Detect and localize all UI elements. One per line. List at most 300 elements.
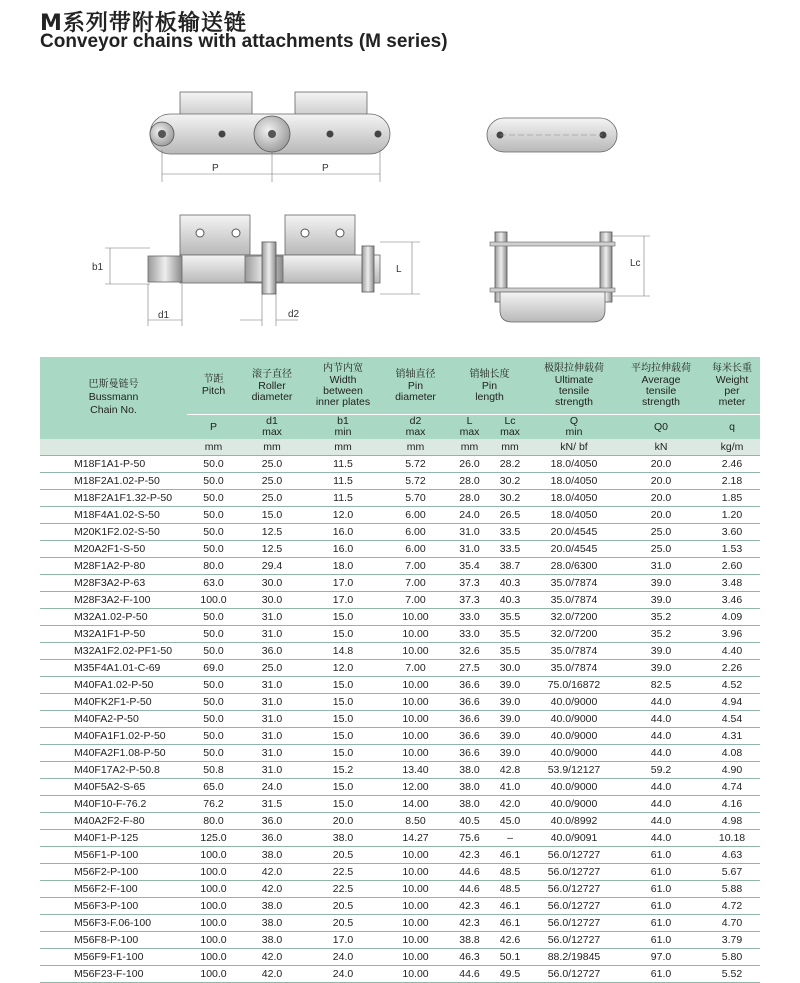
value-cell: 33.5: [490, 541, 530, 558]
value-cell: 14.8: [304, 643, 382, 660]
value-cell: 3.46: [704, 592, 760, 609]
header-symbol: d2: [409, 415, 422, 427]
value-cell: 40.5: [449, 813, 490, 830]
value-cell: 25.0: [618, 541, 704, 558]
value-cell: 20.5: [304, 898, 382, 915]
value-cell: 36.6: [449, 711, 490, 728]
table-row: [40, 694, 760, 711]
header-symbol-1: [240, 415, 304, 440]
value-cell: 48.5: [490, 864, 530, 881]
value-cell: 30.2: [490, 473, 530, 490]
value-cell: 5.80: [704, 949, 760, 966]
value-cell: 39.0: [618, 592, 704, 609]
value-cell: 39.0: [618, 643, 704, 660]
header-limit: min: [565, 426, 583, 438]
value-cell: 39.0: [618, 660, 704, 677]
value-cell: 10.00: [382, 711, 449, 728]
value-cell: 35.0/7874: [530, 660, 618, 677]
value-cell: 12.5: [240, 524, 304, 541]
header-col-cn: 销轴直径: [395, 368, 436, 380]
table-row: [40, 643, 760, 660]
value-cell: 5.88: [704, 881, 760, 898]
value-cell: 50.0: [187, 677, 240, 694]
header-symbol-2: [304, 415, 382, 440]
value-cell: 30.0: [240, 592, 304, 609]
value-cell: 40.0/9091: [530, 830, 618, 847]
page-title-cn: M系列带附板输送链: [40, 11, 247, 36]
value-cell: 44.0: [618, 694, 704, 711]
value-cell: 4.16: [704, 796, 760, 813]
value-cell: 31.0: [240, 728, 304, 745]
header-col-2: [304, 357, 382, 415]
value-cell: 35.5: [490, 626, 530, 643]
value-cell: 11.5: [304, 490, 382, 507]
value-cell: 3.79: [704, 932, 760, 949]
value-cell: 39.0: [490, 745, 530, 762]
value-cell: 40.0/9000: [530, 779, 618, 796]
value-cell: 4.98: [704, 813, 760, 830]
plan-view-drawing: [92, 215, 420, 326]
table-row: [40, 490, 760, 507]
value-cell: 100.0: [187, 966, 240, 983]
header-symbol: Q: [569, 415, 579, 427]
value-cell: 20.5: [304, 915, 382, 932]
value-cell: 15.0: [304, 711, 382, 728]
value-cell: 44.6: [449, 966, 490, 983]
chain-number-cell: M18F4A1.02-S-50: [40, 507, 187, 524]
chain-number-cell: M18F2A1.02-P-50: [40, 473, 187, 490]
attachment-view-drawing: [490, 232, 650, 322]
value-cell: 36.6: [449, 694, 490, 711]
value-cell: 15.0: [240, 507, 304, 524]
value-cell: 10.00: [382, 677, 449, 694]
value-cell: 7.00: [382, 575, 449, 592]
value-cell: 35.5: [490, 609, 530, 626]
value-cell: 82.5: [618, 677, 704, 694]
value-cell: 20.0: [618, 507, 704, 524]
chain-number-cell: M28F3A2-F-100: [40, 592, 187, 609]
units-cell: mm: [490, 439, 530, 456]
value-cell: 75.6: [449, 830, 490, 847]
value-cell: 56.0/12727: [530, 915, 618, 932]
value-cell: 20.5: [304, 847, 382, 864]
header-col-cn: 销轴长度: [469, 368, 510, 380]
header-col-5: [530, 357, 618, 415]
value-cell: 40.0/9000: [530, 745, 618, 762]
chain-number-cell: M40FK2F1-P-50: [40, 694, 187, 711]
value-cell: 44.0: [618, 779, 704, 796]
value-cell: 40.0/9000: [530, 728, 618, 745]
value-cell: 44.0: [618, 830, 704, 847]
value-cell: 31.0: [240, 745, 304, 762]
value-cell: 12.5: [240, 541, 304, 558]
value-cell: 38.0: [240, 915, 304, 932]
value-cell: 38.0: [240, 898, 304, 915]
d2-label: d2: [288, 309, 300, 320]
table-row: [40, 507, 760, 524]
value-cell: 42.0: [240, 881, 304, 898]
value-cell: 25.0: [240, 473, 304, 490]
value-cell: 1.53: [704, 541, 760, 558]
b1-label: b1: [92, 262, 104, 273]
value-cell: 44.6: [449, 881, 490, 898]
value-cell: 29.4: [240, 558, 304, 575]
value-cell: 14.00: [382, 796, 449, 813]
L-label: L: [396, 264, 402, 275]
chain-number-cell: M56F1-P-100: [40, 847, 187, 864]
table-row: [40, 966, 760, 983]
d1-label: d1: [158, 310, 170, 321]
value-cell: 56.0/12727: [530, 932, 618, 949]
units-cell-blank: [40, 439, 187, 456]
value-cell: 42.6: [490, 932, 530, 949]
chain-number-cell: M40F5A2-S-65: [40, 779, 187, 796]
header-col-en: Roller: [258, 379, 286, 392]
header-chain-no: [40, 357, 187, 439]
value-cell: 80.0: [187, 813, 240, 830]
value-cell: 36.0: [240, 813, 304, 830]
table-row: [40, 813, 760, 830]
value-cell: 1.85: [704, 490, 760, 507]
header-symbol: Lc: [504, 415, 516, 427]
pitch-label-2: P: [322, 163, 329, 174]
chain-number-cell: M40F17A2-P-50.8: [40, 762, 187, 779]
units-cell: mm: [449, 439, 490, 456]
value-cell: 50.0: [187, 490, 240, 507]
value-cell: 10.00: [382, 847, 449, 864]
value-cell: 15.0: [304, 626, 382, 643]
value-cell: 20.0/4545: [530, 524, 618, 541]
header-symbol-6: [618, 415, 704, 440]
table-row: [40, 626, 760, 643]
value-cell: 31.0: [240, 677, 304, 694]
units-cell: kg/m: [704, 439, 760, 456]
table-row: [40, 541, 760, 558]
header-col-cn: 每米长重: [712, 363, 752, 374]
value-cell: 61.0: [618, 881, 704, 898]
value-cell: 42.0: [240, 949, 304, 966]
value-cell: 36.6: [449, 677, 490, 694]
value-cell: 20.0/4545: [530, 541, 618, 558]
value-cell: 45.0: [490, 813, 530, 830]
value-cell: 4.52: [704, 677, 760, 694]
value-cell: 24.0: [304, 966, 382, 983]
header-symbol: Q0: [653, 420, 668, 433]
value-cell: 50.0: [187, 745, 240, 762]
value-cell: 35.0/7874: [530, 592, 618, 609]
value-cell: 44.0: [618, 711, 704, 728]
header-symbol: b1: [337, 415, 349, 427]
units-cell: mm: [304, 439, 382, 456]
table-row: [40, 609, 760, 626]
value-cell: 2.26: [704, 660, 760, 677]
value-cell: 61.0: [618, 915, 704, 932]
value-cell: 50.0: [187, 694, 240, 711]
value-cell: 39.0: [490, 677, 530, 694]
outer-plate-drawing: [487, 118, 617, 152]
value-cell: 6.00: [382, 524, 449, 541]
table-row: [40, 660, 760, 677]
value-cell: 61.0: [618, 966, 704, 983]
value-cell: 24.0: [449, 507, 490, 524]
header-col-en: Ultimate: [554, 374, 594, 386]
side-view-drawing: [150, 92, 390, 182]
spec-table: [40, 357, 760, 983]
header-col-en: between: [323, 385, 363, 397]
header-col-en: meter: [718, 396, 746, 408]
value-cell: 10.00: [382, 898, 449, 915]
header-symbol: d1: [266, 415, 278, 427]
units-cell: mm: [187, 439, 240, 456]
value-cell: 25.0: [240, 490, 304, 507]
value-cell: 100.0: [187, 592, 240, 609]
value-cell: 3.60: [704, 524, 760, 541]
chain-number-cell: M40FA1.02-P-50: [40, 677, 187, 694]
value-cell: 12.0: [304, 660, 382, 677]
value-cell: 38.0: [304, 830, 382, 847]
table-row: [40, 949, 760, 966]
value-cell: 4.54: [704, 711, 760, 728]
value-cell: 28.2: [490, 456, 530, 473]
value-cell: 31.0: [240, 626, 304, 643]
value-cell: 80.0: [187, 558, 240, 575]
table-row: [40, 558, 760, 575]
value-cell: 20.0: [618, 456, 704, 473]
table-row: [40, 677, 760, 694]
value-cell: 42.0: [490, 796, 530, 813]
value-cell: 42.3: [449, 915, 490, 932]
value-cell: 38.0: [449, 796, 490, 813]
header-col-en: Pin: [481, 379, 498, 392]
table-row: [40, 898, 760, 915]
value-cell: 31.5: [240, 796, 304, 813]
value-cell: 38.0: [449, 779, 490, 796]
value-cell: 30.2: [490, 490, 530, 507]
value-cell: 31.0: [449, 524, 490, 541]
value-cell: 35.4: [449, 558, 490, 575]
value-cell: 32.0/7200: [530, 626, 618, 643]
header-chain-no-cn: 巴斯曼链号: [88, 379, 139, 390]
value-cell: 125.0: [187, 830, 240, 847]
value-cell: 56.0/12727: [530, 898, 618, 915]
value-cell: 36.6: [449, 728, 490, 745]
value-cell: 31.0: [240, 711, 304, 728]
value-cell: 39.0: [490, 694, 530, 711]
value-cell: 100.0: [187, 864, 240, 881]
value-cell: 48.5: [490, 881, 530, 898]
chain-number-cell: M40A2F2-F-80: [40, 813, 187, 830]
value-cell: 10.00: [382, 694, 449, 711]
table-row: [40, 456, 760, 473]
value-cell: 15.2: [304, 762, 382, 779]
value-cell: 13.40: [382, 762, 449, 779]
value-cell: 15.0: [304, 779, 382, 796]
value-cell: 16.0: [304, 524, 382, 541]
value-cell: 28.0: [449, 473, 490, 490]
value-cell: 35.0/7874: [530, 643, 618, 660]
value-cell: 33.5: [490, 524, 530, 541]
value-cell: 2.60: [704, 558, 760, 575]
value-cell: 50.0: [187, 609, 240, 626]
table-row: [40, 881, 760, 898]
chain-number-cell: M28F1A2-P-80: [40, 558, 187, 575]
header-col-en: strength: [555, 396, 593, 408]
value-cell: 17.0: [304, 592, 382, 609]
header-col-cn: 滚子直径: [252, 368, 292, 380]
value-cell: 5.70: [382, 490, 449, 507]
chain-number-cell: M20A2F1-S-50: [40, 541, 187, 558]
header-symbol-3: [382, 415, 449, 440]
value-cell: 18.0/4050: [530, 473, 618, 490]
value-cell: 2.18: [704, 473, 760, 490]
value-cell: 36.0: [240, 643, 304, 660]
value-cell: 42.8: [490, 762, 530, 779]
value-cell: 32.0/7200: [530, 609, 618, 626]
value-cell: 35.0/7874: [530, 575, 618, 592]
header-col-en: diameter: [395, 390, 436, 403]
header-symbol-0: [187, 415, 240, 440]
value-cell: 17.0: [304, 932, 382, 949]
value-cell: 31.0: [240, 762, 304, 779]
value-cell: 38.0: [240, 932, 304, 949]
value-cell: 5.72: [382, 473, 449, 490]
value-cell: 25.0: [240, 660, 304, 677]
value-cell: 35.2: [618, 626, 704, 643]
units-cell: mm: [240, 439, 304, 456]
value-cell: 20.0: [304, 813, 382, 830]
header-col-3: [382, 357, 449, 415]
value-cell: 10.00: [382, 932, 449, 949]
header-limit: max: [262, 426, 282, 438]
value-cell: 61.0: [618, 898, 704, 915]
chain-number-cell: M28F3A2-P-63: [40, 575, 187, 592]
value-cell: 100.0: [187, 949, 240, 966]
value-cell: 100.0: [187, 847, 240, 864]
header-limit: max: [500, 426, 520, 438]
value-cell: 50.0: [187, 711, 240, 728]
value-cell: 12.0: [304, 507, 382, 524]
header-col-6: [618, 357, 704, 415]
table-row: [40, 830, 760, 847]
value-cell: 17.0: [304, 575, 382, 592]
value-cell: 31.0: [618, 558, 704, 575]
value-cell: 33.0: [449, 626, 490, 643]
value-cell: 4.74: [704, 779, 760, 796]
table-row: [40, 592, 760, 609]
value-cell: 11.5: [304, 456, 382, 473]
value-cell: 18.0/4050: [530, 507, 618, 524]
Lc-label: Lc: [630, 258, 641, 269]
value-cell: 50.0: [187, 524, 240, 541]
header-col-en: diameter: [251, 390, 293, 403]
header-col-cn: 平均拉伸载荷: [631, 363, 691, 374]
value-cell: 32.6: [449, 643, 490, 660]
value-cell: 39.0: [490, 728, 530, 745]
value-cell: 42.0: [240, 966, 304, 983]
value-cell: 15.0: [304, 677, 382, 694]
value-cell: 10.00: [382, 881, 449, 898]
value-cell: 42.3: [449, 898, 490, 915]
value-cell: 10.00: [382, 864, 449, 881]
header-col-en: tensile: [558, 385, 590, 397]
units-cell: mm: [382, 439, 449, 456]
value-cell: 39.0: [490, 711, 530, 728]
value-cell: 4.40: [704, 643, 760, 660]
table-row: [40, 473, 760, 490]
value-cell: 10.00: [382, 915, 449, 932]
value-cell: 100.0: [187, 915, 240, 932]
chain-number-cell: M20K1F2.02-S-50: [40, 524, 187, 541]
value-cell: 27.5: [449, 660, 490, 677]
value-cell: 50.0: [187, 456, 240, 473]
value-cell: 100.0: [187, 898, 240, 915]
header-symbol-4b: [490, 415, 530, 440]
value-cell: 38.0: [240, 847, 304, 864]
value-cell: 40.3: [490, 575, 530, 592]
value-cell: 50.0: [187, 541, 240, 558]
value-cell: 10.00: [382, 949, 449, 966]
value-cell: 7.00: [382, 660, 449, 677]
value-cell: 56.0/12727: [530, 864, 618, 881]
value-cell: 42.3: [449, 847, 490, 864]
header-symbol: L: [466, 415, 473, 427]
value-cell: 20.0: [618, 490, 704, 507]
value-cell: 50.0: [187, 507, 240, 524]
value-cell: 61.0: [618, 864, 704, 881]
header-col-0: [187, 357, 240, 415]
value-cell: 1.20: [704, 507, 760, 524]
table-row: [40, 762, 760, 779]
value-cell: 31.0: [240, 609, 304, 626]
value-cell: 24.0: [240, 779, 304, 796]
value-cell: 4.94: [704, 694, 760, 711]
value-cell: 28.0: [449, 490, 490, 507]
value-cell: 10.00: [382, 745, 449, 762]
value-cell: 61.0: [618, 847, 704, 864]
value-cell: 56.0/12727: [530, 966, 618, 983]
header-col-cn: 极限拉伸载荷: [544, 363, 604, 374]
value-cell: 10.00: [382, 626, 449, 643]
value-cell: 44.0: [618, 813, 704, 830]
value-cell: 15.0: [304, 728, 382, 745]
value-cell: 10.00: [382, 728, 449, 745]
value-cell: 4.08: [704, 745, 760, 762]
value-cell: 42.0: [240, 864, 304, 881]
header-col-en: Pin: [407, 379, 424, 392]
chain-number-cell: M56F8-P-100: [40, 932, 187, 949]
value-cell: 97.0: [618, 949, 704, 966]
value-cell: 40.0/9000: [530, 694, 618, 711]
header-symbol-4: [449, 415, 490, 440]
chain-number-cell: M18F2A1F1.32-P-50: [40, 490, 187, 507]
pitch-label-1: P: [212, 163, 219, 174]
header-limit: max: [405, 426, 426, 438]
value-cell: 33.0: [449, 609, 490, 626]
value-cell: 46.1: [490, 915, 530, 932]
value-cell: 69.0: [187, 660, 240, 677]
value-cell: 5.72: [382, 456, 449, 473]
value-cell: 4.31: [704, 728, 760, 745]
value-cell: 18.0/4050: [530, 490, 618, 507]
header-col-en: Weight: [715, 374, 749, 386]
chain-number-cell: M56F2-P-100: [40, 864, 187, 881]
value-cell: 7.00: [382, 592, 449, 609]
value-cell: 46.1: [490, 898, 530, 915]
value-cell: 50.0: [187, 626, 240, 643]
value-cell: 6.00: [382, 541, 449, 558]
value-cell: 26.5: [490, 507, 530, 524]
value-cell: 20.0: [618, 473, 704, 490]
